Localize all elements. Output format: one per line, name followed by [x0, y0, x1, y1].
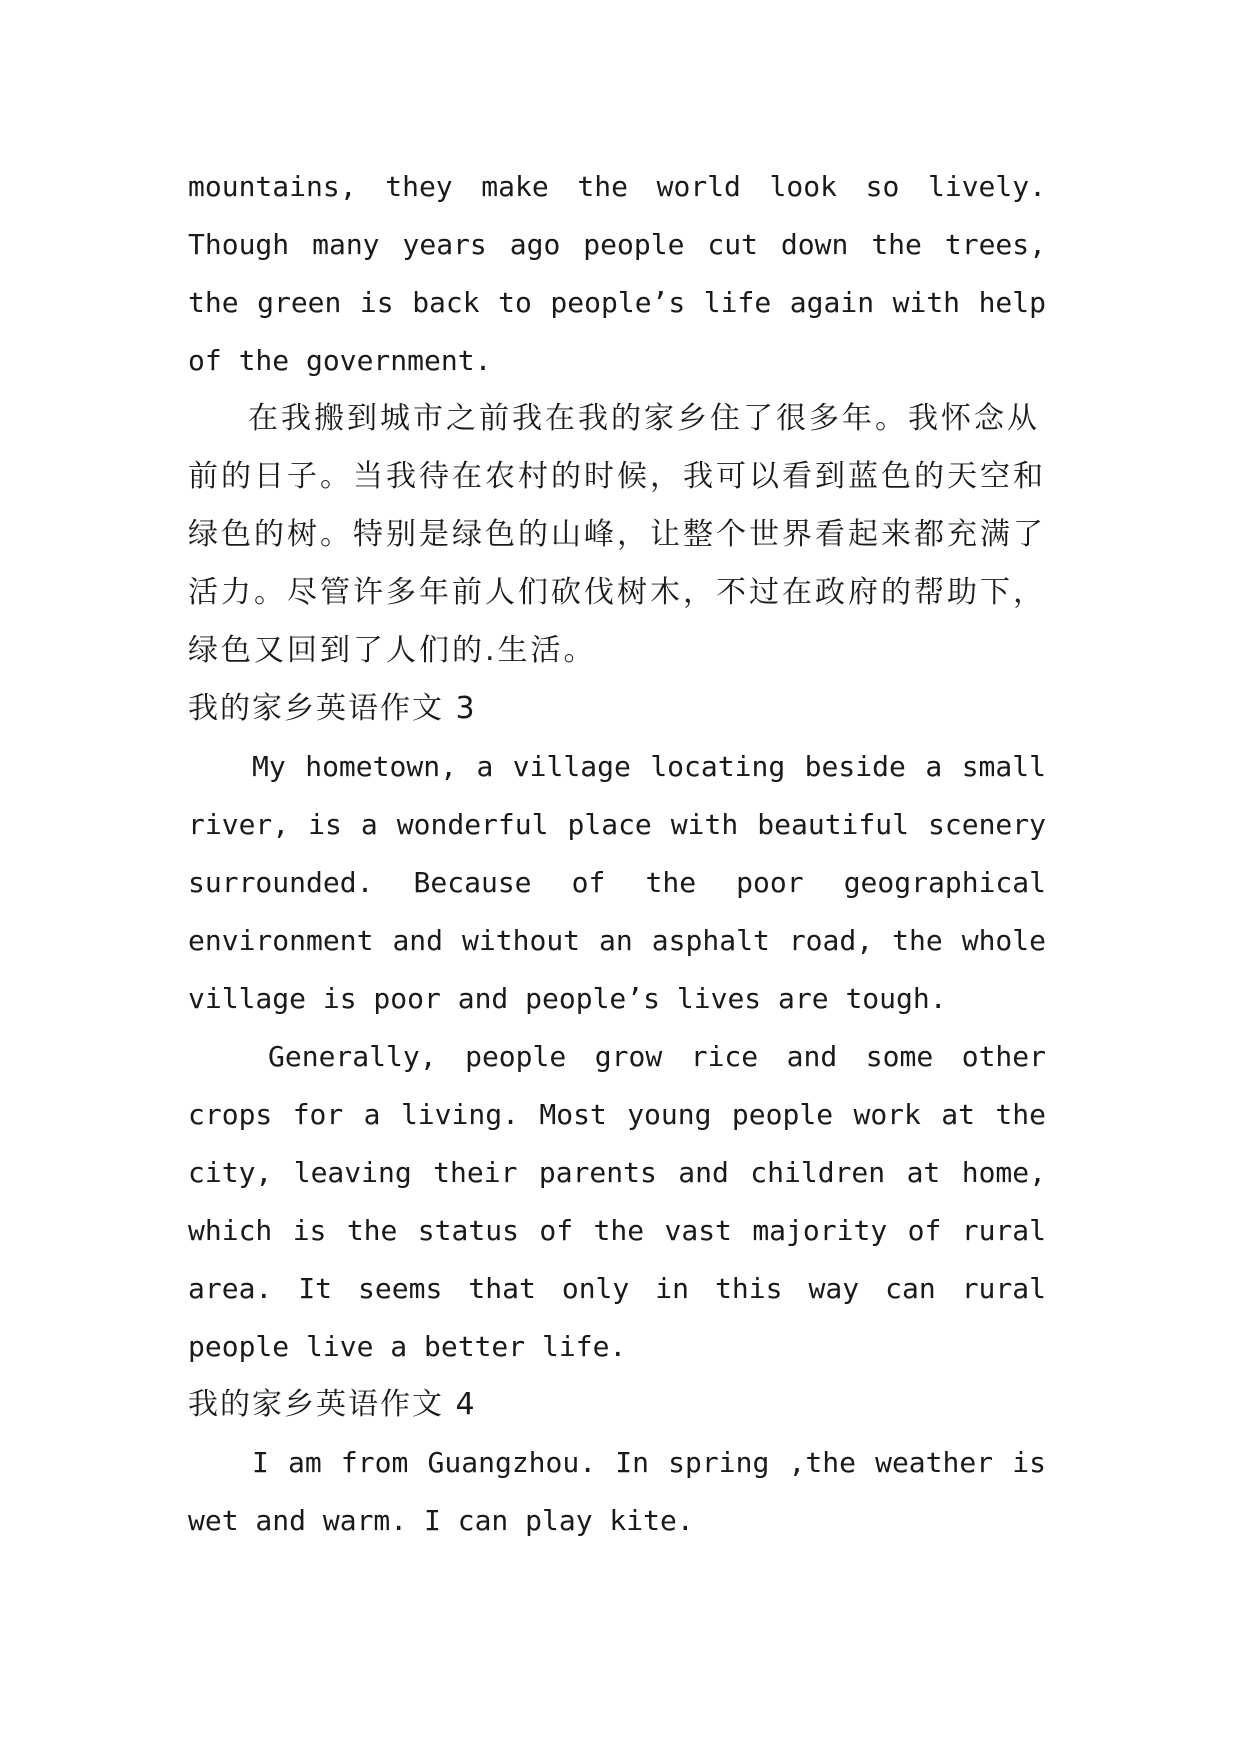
- text-line: 前的日子。当我待在农村的时候，我可以看到蓝色的天空和: [188, 459, 1046, 494]
- paragraph-3a: [188, 738, 1046, 1028]
- text-line: wet and warm. I can play kite.: [188, 1504, 694, 1537]
- text-line: city, leaving their parents and children at home,: [188, 1156, 1046, 1189]
- document-body: [188, 158, 1046, 1550]
- text-line: people live a better life.: [188, 1330, 627, 1363]
- text-line: of the government.: [188, 344, 492, 377]
- text-line: 活力。尽管许多年前人们砍伐树木，不过在政府的帮助下，: [188, 575, 1046, 610]
- text-line: which is the status of the vast majority of rural: [188, 1214, 1046, 1247]
- section-heading-4: 我的家乡英语作文 4: [188, 1387, 477, 1422]
- text-line: 绿色的树。特别是绿色的山峰，让整个世界看起来都充满了: [188, 517, 1046, 552]
- paragraph-continuation: [188, 158, 1046, 390]
- paragraph-4: [188, 1434, 1046, 1550]
- text-line: surrounded. Because of the poor geographical: [188, 866, 1046, 899]
- text-line: 绿色又回到了人们的.生活。: [188, 633, 597, 668]
- text-line: mountains, they make the world look so lively.: [188, 170, 1046, 203]
- text-line: the green is back to people’s life again with help: [188, 286, 1046, 319]
- section-heading-3: 我的家乡英语作文 3: [188, 691, 477, 726]
- paragraph-3b: [188, 1028, 1046, 1376]
- paragraph-chinese: [188, 390, 1046, 680]
- text-line: I am from Guangzhou. In spring ,the weather is: [252, 1446, 1046, 1479]
- text-line: Generally, people grow rice and some other: [268, 1040, 1046, 1073]
- text-line: My hometown, a village locating beside a small: [252, 750, 1046, 783]
- text-line: area. It seems that only in this way can rural: [188, 1272, 1046, 1305]
- text-line: crops for a living. Most young people work at the: [188, 1098, 1046, 1131]
- text-line: 在我搬到城市之前我在我的家乡住了很多年。我怀念从: [248, 401, 1040, 436]
- text-line: village is poor and people’s lives are tough.: [188, 982, 947, 1015]
- text-line: environment and without an asphalt road, the whole: [188, 924, 1046, 957]
- text-line: river, is a wonderful place with beautiful scenery: [188, 808, 1046, 841]
- text-line: Though many years ago people cut down the trees,: [188, 228, 1046, 261]
